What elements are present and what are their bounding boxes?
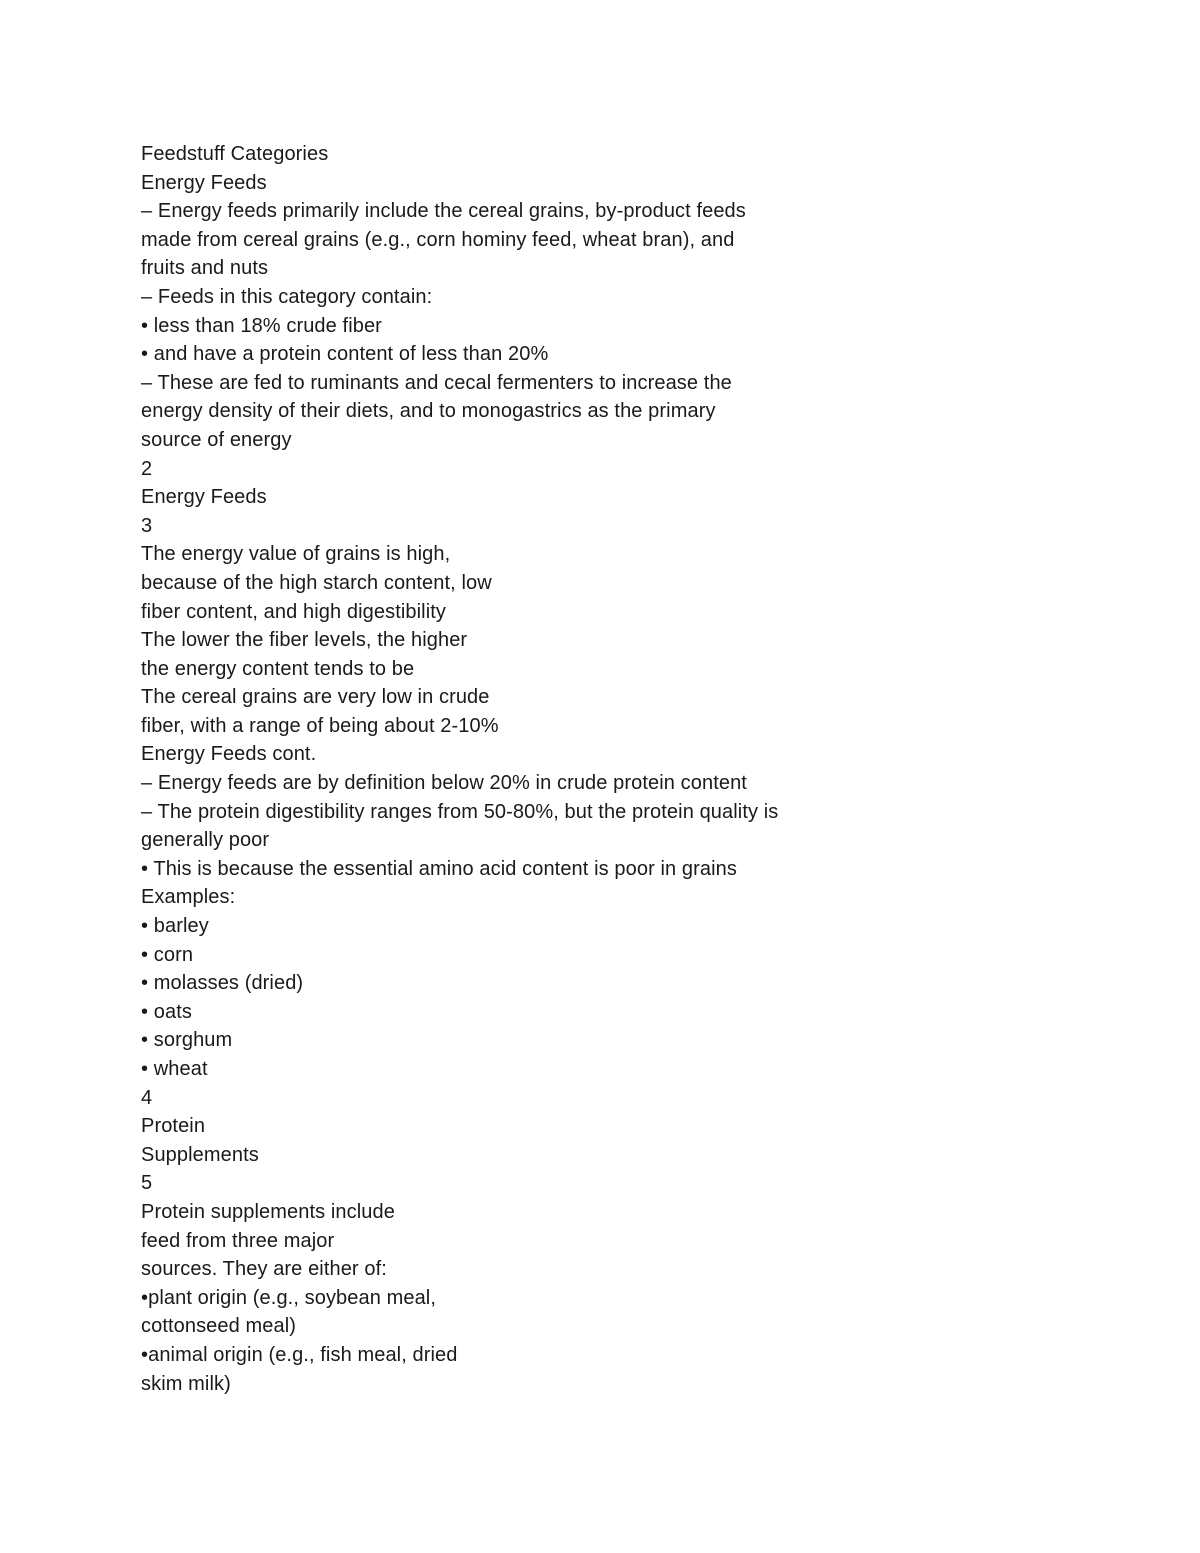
bullet-item: • sorghum <box>141 1029 233 1052</box>
bullet-item: • barley <box>141 915 209 938</box>
slide-number: 4 <box>141 1086 153 1109</box>
slide-number: 2 <box>141 457 153 480</box>
text-line: The lower the fiber levels, the higher <box>141 629 468 652</box>
bullet-item: •plant origin (e.g., soybean meal, <box>141 1286 437 1309</box>
bullet-item: • and have a protein content of less than 20% <box>141 343 549 366</box>
section-heading: Supplements <box>141 1143 259 1166</box>
bullet-item: • less than 18% crude fiber <box>141 314 382 337</box>
bullet-item: •animal origin (e.g., fish meal, dried <box>141 1343 458 1366</box>
text-line: made from cereal grains (e.g., corn hominy feed, wheat bran), and <box>141 228 735 251</box>
text-line: cottonseed meal) <box>141 1315 297 1338</box>
text-line: sources. They are either of: <box>141 1258 387 1281</box>
text-line: – These are fed to ruminants and cecal fermenters to increase the <box>141 371 732 394</box>
text-line: energy density of their diets, and to monogastrics as the primary <box>141 400 716 423</box>
text-line: because of the high starch content, low <box>141 571 492 594</box>
slide-number: 3 <box>141 514 153 537</box>
text-line: the energy content tends to be <box>141 657 415 680</box>
section-heading: Energy Feeds <box>141 171 267 194</box>
text-line: – The protein digestibility ranges from 50-80%, but the protein quality is <box>141 800 779 823</box>
text-line: Examples: <box>141 886 236 909</box>
section-heading: Energy Feeds <box>141 486 267 509</box>
text-line: fiber, with a range of being about 2-10% <box>141 714 499 737</box>
text-line: source of energy <box>141 428 292 451</box>
text-line: The energy value of grains is high, <box>141 543 451 566</box>
text-line: fiber content, and high digestibility <box>141 600 446 623</box>
text-line: feed from three major <box>141 1229 335 1252</box>
bullet-item: • This is because the essential amino acid content is poor in grains <box>141 857 737 880</box>
text-line: generally poor <box>141 829 270 852</box>
bullet-item: • oats <box>141 1000 192 1023</box>
text-line: skim milk) <box>141 1372 231 1395</box>
text-line: The cereal grains are very low in crude <box>141 686 490 709</box>
section-heading: Protein <box>141 1115 206 1138</box>
text-line: – Energy feeds primarily include the cereal grains, by-product feeds <box>141 200 746 223</box>
bullet-item: • wheat <box>141 1058 208 1080</box>
text-line: – Feeds in this category contain: <box>141 285 433 308</box>
document-title: Feedstuff Categories <box>141 143 329 165</box>
bullet-item: • molasses (dried) <box>141 972 304 995</box>
bullet-item: • corn <box>141 943 194 966</box>
text-line: fruits and nuts <box>141 257 269 280</box>
section-heading: Energy Feeds cont. <box>141 743 317 766</box>
slide-number: 5 <box>141 1172 153 1195</box>
text-line: – Energy feeds are by definition below 20% in crude protein content <box>141 772 747 795</box>
document-body <box>141 140 861 1398</box>
text-line: Protein supplements include <box>141 1200 395 1223</box>
